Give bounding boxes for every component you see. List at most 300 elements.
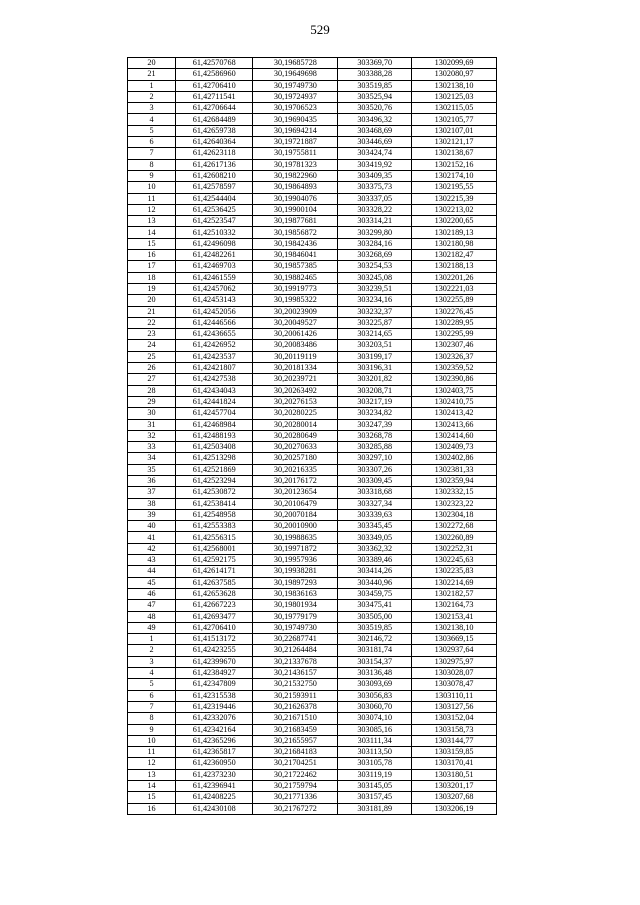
longitude-cell: 30,19904076 (253, 193, 338, 204)
x-coordinate-cell: 303239,51 (338, 283, 412, 294)
y-coordinate-cell: 1302276,45 (412, 306, 497, 317)
y-coordinate-cell: 1302381,33 (412, 464, 497, 475)
latitude-cell: 61,42457062 (175, 283, 252, 294)
latitude-cell: 61,42640364 (175, 137, 252, 148)
x-coordinate-cell: 303389,46 (338, 555, 412, 566)
x-coordinate-cell: 303254,53 (338, 261, 412, 272)
table-row (128, 656, 497, 667)
table-row (128, 306, 497, 317)
y-coordinate-cell: 1302252,31 (412, 543, 497, 554)
latitude-cell: 61,42556315 (175, 532, 252, 543)
x-coordinate-cell: 303318,68 (338, 487, 412, 498)
latitude-cell: 61,42608210 (175, 170, 252, 181)
table-row (128, 758, 497, 769)
longitude-cell: 30,19801934 (253, 600, 338, 611)
table-row (128, 634, 497, 645)
table-row (128, 317, 497, 328)
table-row (128, 679, 497, 690)
y-coordinate-cell: 1303144,77 (412, 735, 497, 746)
latitude-cell: 61,42342164 (175, 724, 252, 735)
x-coordinate-cell: 303157,45 (338, 792, 412, 803)
point-number-cell: 48 (128, 611, 176, 622)
latitude-cell: 61,42711541 (175, 91, 252, 102)
table-row (128, 645, 497, 656)
x-coordinate-cell: 303409,35 (338, 170, 412, 181)
y-coordinate-cell: 1303669,15 (412, 634, 497, 645)
latitude-cell: 61,42568001 (175, 543, 252, 554)
table-row (128, 498, 497, 509)
longitude-cell: 30,21767272 (253, 803, 338, 814)
x-coordinate-cell: 303525,94 (338, 91, 412, 102)
x-coordinate-cell: 303093,69 (338, 679, 412, 690)
longitude-cell: 30,20123654 (253, 487, 338, 498)
latitude-cell: 61,42468984 (175, 419, 252, 430)
y-coordinate-cell: 1302413,42 (412, 408, 497, 419)
point-number-cell: 41 (128, 532, 176, 543)
x-coordinate-cell: 303314,21 (338, 216, 412, 227)
point-number-cell: 21 (128, 69, 176, 80)
longitude-cell: 30,19749730 (253, 622, 338, 633)
table-row (128, 487, 497, 498)
table-row (128, 566, 497, 577)
point-number-cell: 9 (128, 170, 176, 181)
point-number-cell: 26 (128, 363, 176, 374)
latitude-cell: 61,42693477 (175, 611, 252, 622)
longitude-cell: 30,21436157 (253, 668, 338, 679)
y-coordinate-cell: 1302125,03 (412, 91, 497, 102)
table-row (128, 351, 497, 362)
table-row (128, 555, 497, 566)
longitude-cell: 30,20010900 (253, 521, 338, 532)
latitude-cell: 61,42482261 (175, 250, 252, 261)
latitude-cell: 61,42706410 (175, 80, 252, 91)
point-number-cell: 25 (128, 351, 176, 362)
table-row (128, 58, 497, 69)
longitude-cell: 30,20239721 (253, 374, 338, 385)
table-row (128, 204, 497, 215)
y-coordinate-cell: 1303152,04 (412, 713, 497, 724)
latitude-cell: 61,42706410 (175, 622, 252, 633)
table-row (128, 464, 497, 475)
longitude-cell: 30,19685728 (253, 58, 338, 69)
point-number-cell: 33 (128, 442, 176, 453)
longitude-cell: 30,19649698 (253, 69, 338, 80)
y-coordinate-cell: 1303158,73 (412, 724, 497, 735)
latitude-cell: 61,42523547 (175, 216, 252, 227)
latitude-cell: 61,42586960 (175, 69, 252, 80)
x-coordinate-cell: 303520,76 (338, 103, 412, 114)
table-row (128, 792, 497, 803)
latitude-cell: 61,42513298 (175, 453, 252, 464)
y-coordinate-cell: 1302410,75 (412, 396, 497, 407)
y-coordinate-cell: 1302413,66 (412, 419, 497, 430)
x-coordinate-cell: 303419,92 (338, 159, 412, 170)
point-number-cell: 10 (128, 735, 176, 746)
x-coordinate-cell: 303284,16 (338, 238, 412, 249)
table-row (128, 227, 497, 238)
latitude-cell: 61,42637585 (175, 577, 252, 588)
page-number: 529 (310, 22, 330, 37)
y-coordinate-cell: 1302235,83 (412, 566, 497, 577)
table-row (128, 690, 497, 701)
point-number-cell: 43 (128, 555, 176, 566)
point-number-cell: 40 (128, 521, 176, 532)
latitude-cell: 61,42452056 (175, 306, 252, 317)
table-row (128, 747, 497, 758)
point-number-cell: 17 (128, 261, 176, 272)
point-number-cell: 30 (128, 408, 176, 419)
latitude-cell: 61,42706644 (175, 103, 252, 114)
latitude-cell: 61,42548958 (175, 509, 252, 520)
y-coordinate-cell: 1302080,97 (412, 69, 497, 80)
point-number-cell: 4 (128, 114, 176, 125)
y-coordinate-cell: 1302182,47 (412, 250, 497, 261)
y-coordinate-cell: 1302323,22 (412, 498, 497, 509)
table-row (128, 137, 497, 148)
longitude-cell: 30,20263492 (253, 385, 338, 396)
latitude-cell: 61,42360950 (175, 758, 252, 769)
longitude-cell: 30,19749730 (253, 80, 338, 91)
longitude-cell: 30,19755811 (253, 148, 338, 159)
x-coordinate-cell: 303196,31 (338, 363, 412, 374)
point-number-cell: 16 (128, 803, 176, 814)
point-number-cell: 39 (128, 509, 176, 520)
longitude-cell: 30,21337678 (253, 656, 338, 667)
longitude-cell: 30,20280649 (253, 430, 338, 441)
point-number-cell: 38 (128, 498, 176, 509)
y-coordinate-cell: 1302138,10 (412, 80, 497, 91)
latitude-cell: 61,42684489 (175, 114, 252, 125)
point-number-cell: 27 (128, 374, 176, 385)
point-number-cell: 49 (128, 622, 176, 633)
y-coordinate-cell: 1302215,39 (412, 193, 497, 204)
longitude-cell: 30,21671510 (253, 713, 338, 724)
y-coordinate-cell: 1302164,73 (412, 600, 497, 611)
point-number-cell: 13 (128, 216, 176, 227)
y-coordinate-cell: 1302189,13 (412, 227, 497, 238)
y-coordinate-cell: 1302403,75 (412, 385, 497, 396)
longitude-cell: 30,21532750 (253, 679, 338, 690)
y-coordinate-cell: 1302975,97 (412, 656, 497, 667)
longitude-cell: 30,20270633 (253, 442, 338, 453)
latitude-cell: 61,41513172 (175, 634, 252, 645)
longitude-cell: 30,19938281 (253, 566, 338, 577)
point-number-cell: 9 (128, 724, 176, 735)
latitude-cell: 61,42667223 (175, 600, 252, 611)
x-coordinate-cell: 303519,85 (338, 622, 412, 633)
y-coordinate-cell: 1302213,02 (412, 204, 497, 215)
y-coordinate-cell: 1302121,17 (412, 137, 497, 148)
table-row (128, 148, 497, 159)
x-coordinate-cell: 303307,26 (338, 464, 412, 475)
point-number-cell: 11 (128, 193, 176, 204)
latitude-cell: 61,42521869 (175, 464, 252, 475)
longitude-cell: 30,19836163 (253, 588, 338, 599)
y-coordinate-cell: 1302201,26 (412, 272, 497, 283)
longitude-cell: 30,19822960 (253, 170, 338, 181)
point-number-cell: 47 (128, 600, 176, 611)
y-coordinate-cell: 1302245,63 (412, 555, 497, 566)
point-number-cell: 2 (128, 645, 176, 656)
y-coordinate-cell: 1303207,68 (412, 792, 497, 803)
table-row (128, 408, 497, 419)
longitude-cell: 30,20023909 (253, 306, 338, 317)
point-number-cell: 14 (128, 227, 176, 238)
longitude-cell: 30,19919773 (253, 283, 338, 294)
longitude-cell: 30,20276153 (253, 396, 338, 407)
x-coordinate-cell: 303181,89 (338, 803, 412, 814)
latitude-cell: 61,42530872 (175, 487, 252, 498)
point-number-cell: 21 (128, 306, 176, 317)
y-coordinate-cell: 1302409,73 (412, 442, 497, 453)
x-coordinate-cell: 303145,05 (338, 781, 412, 792)
table-row (128, 238, 497, 249)
latitude-cell: 61,42315538 (175, 690, 252, 701)
latitude-cell: 61,42623118 (175, 148, 252, 159)
table-row (128, 803, 497, 814)
latitude-cell: 61,42446566 (175, 317, 252, 328)
longitude-cell: 30,21655957 (253, 735, 338, 746)
table-row (128, 363, 497, 374)
y-coordinate-cell: 1302180,98 (412, 238, 497, 249)
point-number-cell: 6 (128, 690, 176, 701)
table-row (128, 216, 497, 227)
point-number-cell: 11 (128, 747, 176, 758)
longitude-cell: 30,19988635 (253, 532, 338, 543)
coordinates-table (127, 57, 497, 815)
latitude-cell: 61,42384927 (175, 668, 252, 679)
longitude-cell: 30,21264484 (253, 645, 338, 656)
y-coordinate-cell: 1302295,99 (412, 329, 497, 340)
y-coordinate-cell: 1302326,37 (412, 351, 497, 362)
x-coordinate-cell: 303085,16 (338, 724, 412, 735)
x-coordinate-cell: 303181,74 (338, 645, 412, 656)
x-coordinate-cell: 303105,78 (338, 758, 412, 769)
y-coordinate-cell: 1302105,77 (412, 114, 497, 125)
latitude-cell: 61,42614171 (175, 566, 252, 577)
y-coordinate-cell: 1303170,41 (412, 758, 497, 769)
longitude-cell: 30,20280014 (253, 419, 338, 430)
latitude-cell: 61,42523294 (175, 475, 252, 486)
latitude-cell: 61,42423255 (175, 645, 252, 656)
point-number-cell: 4 (128, 668, 176, 679)
table-row (128, 781, 497, 792)
y-coordinate-cell: 1302937,64 (412, 645, 497, 656)
longitude-cell: 30,21626378 (253, 701, 338, 712)
table-row (128, 713, 497, 724)
point-number-cell: 29 (128, 396, 176, 407)
table-row (128, 283, 497, 294)
latitude-cell: 61,42396941 (175, 781, 252, 792)
x-coordinate-cell: 303199,17 (338, 351, 412, 362)
latitude-cell: 61,42347809 (175, 679, 252, 690)
y-coordinate-cell: 1302200,65 (412, 216, 497, 227)
longitude-cell: 30,19857385 (253, 261, 338, 272)
point-number-cell: 22 (128, 317, 176, 328)
point-number-cell: 8 (128, 159, 176, 170)
y-coordinate-cell: 1302188,13 (412, 261, 497, 272)
x-coordinate-cell: 303268,78 (338, 430, 412, 441)
latitude-cell: 61,42434043 (175, 385, 252, 396)
table-row (128, 374, 497, 385)
longitude-cell: 30,21704251 (253, 758, 338, 769)
table-row (128, 103, 497, 114)
table-row (128, 340, 497, 351)
y-coordinate-cell: 1302260,89 (412, 532, 497, 543)
table-row (128, 170, 497, 181)
table-row (128, 668, 497, 679)
table-row (128, 453, 497, 464)
table-row (128, 769, 497, 780)
x-coordinate-cell: 303119,19 (338, 769, 412, 780)
table-row (128, 543, 497, 554)
longitude-cell: 30,19856872 (253, 227, 338, 238)
x-coordinate-cell: 303327,34 (338, 498, 412, 509)
point-number-cell: 34 (128, 453, 176, 464)
table-row (128, 509, 497, 520)
x-coordinate-cell: 303349,05 (338, 532, 412, 543)
longitude-cell: 30,20119119 (253, 351, 338, 362)
latitude-cell: 61,42469703 (175, 261, 252, 272)
table-row (128, 430, 497, 441)
point-number-cell: 10 (128, 182, 176, 193)
y-coordinate-cell: 1302332,15 (412, 487, 497, 498)
longitude-cell: 30,19864893 (253, 182, 338, 193)
longitude-cell: 30,19985322 (253, 295, 338, 306)
point-number-cell: 3 (128, 656, 176, 667)
longitude-cell: 30,21722462 (253, 769, 338, 780)
point-number-cell: 12 (128, 758, 176, 769)
latitude-cell: 61,42578597 (175, 182, 252, 193)
table-row (128, 532, 497, 543)
point-number-cell: 31 (128, 419, 176, 430)
point-number-cell: 13 (128, 769, 176, 780)
latitude-cell: 61,42427538 (175, 374, 252, 385)
latitude-cell: 61,42457704 (175, 408, 252, 419)
point-number-cell: 1 (128, 80, 176, 91)
y-coordinate-cell: 1303206,19 (412, 803, 497, 814)
y-coordinate-cell: 1302289,95 (412, 317, 497, 328)
latitude-cell: 61,42510332 (175, 227, 252, 238)
latitude-cell: 61,42373230 (175, 769, 252, 780)
point-number-cell: 15 (128, 238, 176, 249)
point-number-cell: 20 (128, 58, 176, 69)
x-coordinate-cell: 303232,37 (338, 306, 412, 317)
point-number-cell: 19 (128, 283, 176, 294)
x-coordinate-cell: 303309,45 (338, 475, 412, 486)
longitude-cell: 30,21684183 (253, 747, 338, 758)
y-coordinate-cell: 1303159,85 (412, 747, 497, 758)
latitude-cell: 61,42430108 (175, 803, 252, 814)
table-row (128, 442, 497, 453)
longitude-cell: 30,19957936 (253, 555, 338, 566)
y-coordinate-cell: 1302359,94 (412, 475, 497, 486)
y-coordinate-cell: 1302138,10 (412, 622, 497, 633)
longitude-cell: 30,19882465 (253, 272, 338, 283)
x-coordinate-cell: 303337,05 (338, 193, 412, 204)
y-coordinate-cell: 1302414,60 (412, 430, 497, 441)
table-row (128, 396, 497, 407)
y-coordinate-cell: 1302138,67 (412, 148, 497, 159)
y-coordinate-cell: 1302214,69 (412, 577, 497, 588)
point-number-cell: 15 (128, 792, 176, 803)
table-row (128, 261, 497, 272)
longitude-cell: 30,19877681 (253, 216, 338, 227)
latitude-cell: 61,42496098 (175, 238, 252, 249)
longitude-cell: 30,19694214 (253, 125, 338, 136)
x-coordinate-cell: 303234,82 (338, 408, 412, 419)
point-number-cell: 32 (128, 430, 176, 441)
longitude-cell: 30,20181334 (253, 363, 338, 374)
table-row (128, 91, 497, 102)
x-coordinate-cell: 303375,73 (338, 182, 412, 193)
x-coordinate-cell: 303388,28 (338, 69, 412, 80)
table-row (128, 475, 497, 486)
latitude-cell: 61,42421807 (175, 363, 252, 374)
x-coordinate-cell: 303369,70 (338, 58, 412, 69)
y-coordinate-cell: 1302107,01 (412, 125, 497, 136)
x-coordinate-cell: 303339,63 (338, 509, 412, 520)
x-coordinate-cell: 303154,37 (338, 656, 412, 667)
table-row (128, 272, 497, 283)
x-coordinate-cell: 303468,69 (338, 125, 412, 136)
latitude-cell: 61,42617136 (175, 159, 252, 170)
x-coordinate-cell: 303299,80 (338, 227, 412, 238)
latitude-cell: 61,42436655 (175, 329, 252, 340)
longitude-cell: 30,19706523 (253, 103, 338, 114)
longitude-cell: 30,19842436 (253, 238, 338, 249)
y-coordinate-cell: 1302272,68 (412, 521, 497, 532)
latitude-cell: 61,42399670 (175, 656, 252, 667)
x-coordinate-cell: 303475,41 (338, 600, 412, 611)
x-coordinate-cell: 303424,74 (338, 148, 412, 159)
table-row (128, 69, 497, 80)
longitude-cell: 30,21683459 (253, 724, 338, 735)
x-coordinate-cell: 303297,10 (338, 453, 412, 464)
y-coordinate-cell: 1302390,86 (412, 374, 497, 385)
longitude-cell: 30,20070184 (253, 509, 338, 520)
table-row (128, 724, 497, 735)
x-coordinate-cell: 303519,85 (338, 80, 412, 91)
table-row (128, 735, 497, 746)
longitude-cell: 30,19846041 (253, 250, 338, 261)
latitude-cell: 61,42423537 (175, 351, 252, 362)
x-coordinate-cell: 303459,75 (338, 588, 412, 599)
table-row (128, 159, 497, 170)
table-row (128, 385, 497, 396)
point-number-cell: 7 (128, 148, 176, 159)
x-coordinate-cell: 303056,83 (338, 690, 412, 701)
point-number-cell: 12 (128, 204, 176, 215)
longitude-cell: 30,20280225 (253, 408, 338, 419)
table-row (128, 701, 497, 712)
table-row (128, 419, 497, 430)
point-number-cell: 37 (128, 487, 176, 498)
latitude-cell: 61,42461559 (175, 272, 252, 283)
point-number-cell: 6 (128, 137, 176, 148)
table-row (128, 577, 497, 588)
latitude-cell: 61,42488193 (175, 430, 252, 441)
latitude-cell: 61,42536425 (175, 204, 252, 215)
latitude-cell: 61,42503408 (175, 442, 252, 453)
point-number-cell: 2 (128, 91, 176, 102)
point-number-cell: 7 (128, 701, 176, 712)
x-coordinate-cell: 303217,19 (338, 396, 412, 407)
point-number-cell: 8 (128, 713, 176, 724)
table-row (128, 125, 497, 136)
point-number-cell: 16 (128, 250, 176, 261)
longitude-cell: 30,20106479 (253, 498, 338, 509)
